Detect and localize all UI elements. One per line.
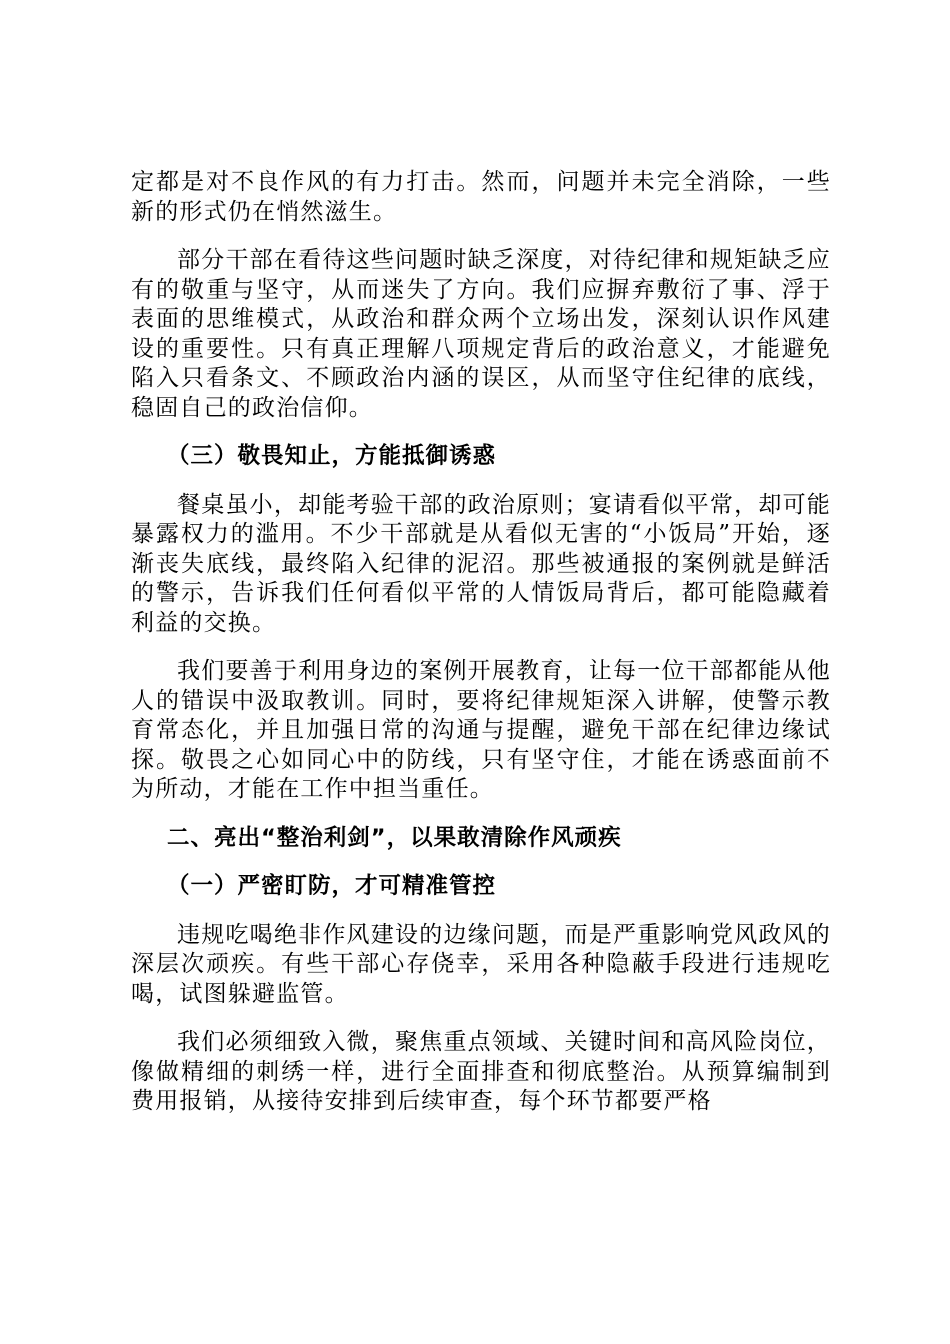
paragraph-continuation: 定都是对不良作风的有力打击。然而，问题并未完全消除，一些新的形式仍在悄然滋生。 bbox=[131, 169, 831, 225]
paragraph-discipline-awareness: 部分干部在看待这些问题时缺乏深度，对待纪律和规矩缺乏应有的敬重与坚守，从而迷失了方向。我们应摒弃敷衍了事、浮于表面的思维模式，从政治和群众两个立场出发，深刻认识作风建设的重要性。只有真正理解八项规定背后的政治意义，才能避免陷入只看条文、不顾政治内涵的误区，从而坚守住纪律的底线，稳固自己的政治信仰。 bbox=[131, 247, 831, 421]
paragraph-thorough-inspection: 我们必须细致入微，聚焦重点领域、关键时间和高风险岗位，像做精细的刺绣一样，进行全面排查和彻底整治。从预算编制到费用报销，从接待安排到后续审查，每个环节都要严格 bbox=[131, 1029, 831, 1114]
section-heading-monitoring: （一）严密盯防，才可精准管控 bbox=[167, 873, 497, 899]
document-body bbox=[131, 168, 831, 1136]
section-heading-awe: （三）敬畏知止，方能抵御诱惑 bbox=[167, 443, 497, 469]
paragraph-case-education: 我们要善于利用身边的案例开展教育，让每一位干部都能从他人的错误中汲取教训。同时，要将纪律规矩深入讲解，使警示教育常态化，并且加强日常的沟通与提醒，避免干部在纪律边缘试探。敬畏之心如同心中的防线，只有坚守住，才能在诱惑面前不为所动，才能在工作中担当重任。 bbox=[131, 658, 831, 802]
paragraph-banquet-warning: 餐桌虽小，却能考验干部的政治原则；宴请看似平常，却可能暴露权力的滥用。不少干部就是从看似无害的“小饭局”开始，逐渐丧失底线，最终陷入纪律的泥沼。那些被通报的案例就是鲜活的警示，告诉我们任何看似平常的人情饭局背后，都可能隐藏着利益的交换。 bbox=[131, 491, 831, 636]
chapter-heading-rectification: 二、亮出“整治利剑”，以果敢清除作风顽疾 bbox=[167, 824, 622, 851]
paragraph-illegal-dining: 违规吃喝绝非作风建设的边缘问题，而是严重影响党风政风的深层次顽疾。有些干部心存侥幸，采用各种隐蔽手段进行违规吃喝，试图躲避监管。 bbox=[131, 921, 831, 1007]
